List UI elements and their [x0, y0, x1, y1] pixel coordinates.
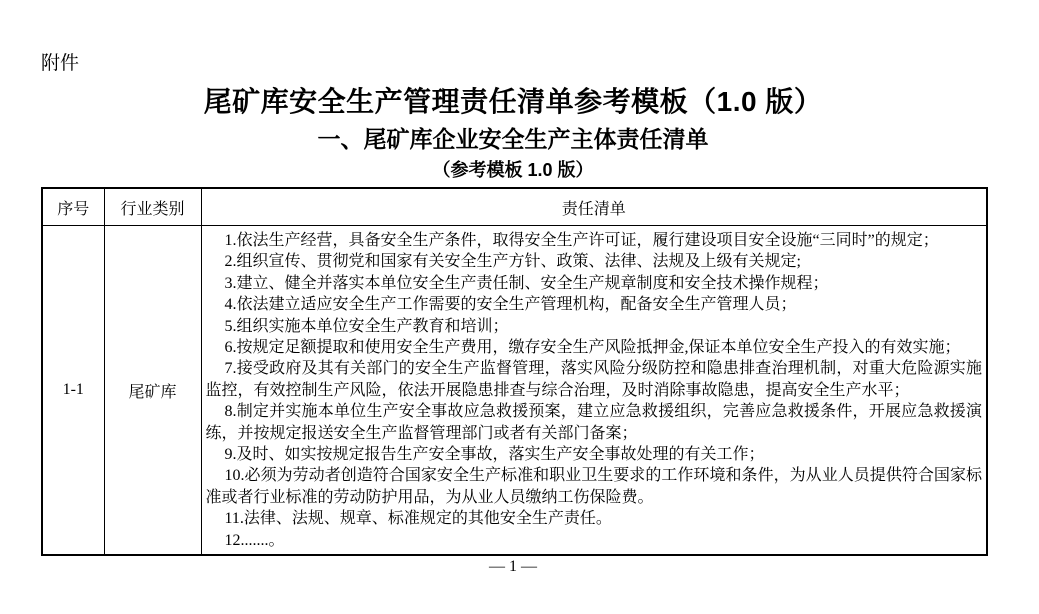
list-item: 9.及时、如实按规定报告生产安全事故，落实生产安全事故处理的有关工作；: [224, 446, 765, 464]
section-title: 一、尾矿库企业安全生产主体责任清单: [317, 126, 709, 152]
list-item: 5.组织实施本单位安全生产教育和培训；: [224, 317, 509, 335]
header-index: 序号: [42, 188, 104, 226]
version-note: （参考模板 1.0 版）: [432, 160, 594, 180]
row-category-cell: 尾矿库: [104, 226, 201, 556]
attachment-label: 附件: [41, 53, 80, 74]
list-item: 7.接受政府及其有关部门的安全生产监督管理，落实风险分级防控和隐患排查治理机制，对重大危险源实施监控，有效控制生产风险，依法开展隐患排查与综合治理，及时消除事故隐患，提高安全生产水平；: [205, 360, 982, 399]
list-item: 11.法律、法规、规章、标准规定的其他安全生产责任。: [224, 510, 612, 528]
list-item: 6.按规定足额提取和使用安全生产费用，缴存安全生产风险抵押金,保证本单位安全生产投入的有效实施；: [224, 339, 961, 357]
list-item: 3.建立、健全并落实本单位安全生产责任制、安全生产规章制度和安全技术操作规程；: [224, 274, 829, 292]
list-item: 4.依法建立适应安全生产工作需要的安全生产管理机构，配备安全生产管理人员；: [224, 296, 797, 314]
list-item: 12.......。: [224, 531, 285, 549]
header-category: 行业类别: [104, 188, 201, 226]
page-number: — 1 —: [489, 558, 537, 575]
page-title: 尾矿库安全生产管理责任清单参考模板（1.0 版）: [203, 86, 823, 117]
list-item: 10.必须为劳动者创造符合国家安全生产标准和职业卫生要求的工作环境和条件，为从业人员提供符合国家标准或者行业标准的劳动防护用品，为从业人员缴纳工伤保险费。: [205, 467, 982, 506]
list-item: 8.制定并实施本单位生产安全事故应急救援预案，建立应急救援组织，完善应急救援条件，开展应急救援演练，并按规定报送安全生产监督管理部门或者有关部门备案；: [205, 403, 982, 442]
list-item: 1.依法生产经营，具备安全生产条件，取得安全生产许可证，履行建设项目安全设施“三同时”的规定；: [224, 232, 939, 249]
header-responsibility-list: 责任清单: [201, 188, 987, 226]
row-index-cell: 1-1: [42, 226, 104, 556]
row-responsibility-cell: [201, 226, 987, 556]
list-item: 2.组织宣传、贯彻党和国家有关安全生产方针、政策、法律、法规及上级有关规定;: [224, 253, 801, 271]
table-row: [42, 226, 987, 556]
table-header-row: [42, 188, 987, 226]
responsibility-table: [41, 187, 988, 556]
